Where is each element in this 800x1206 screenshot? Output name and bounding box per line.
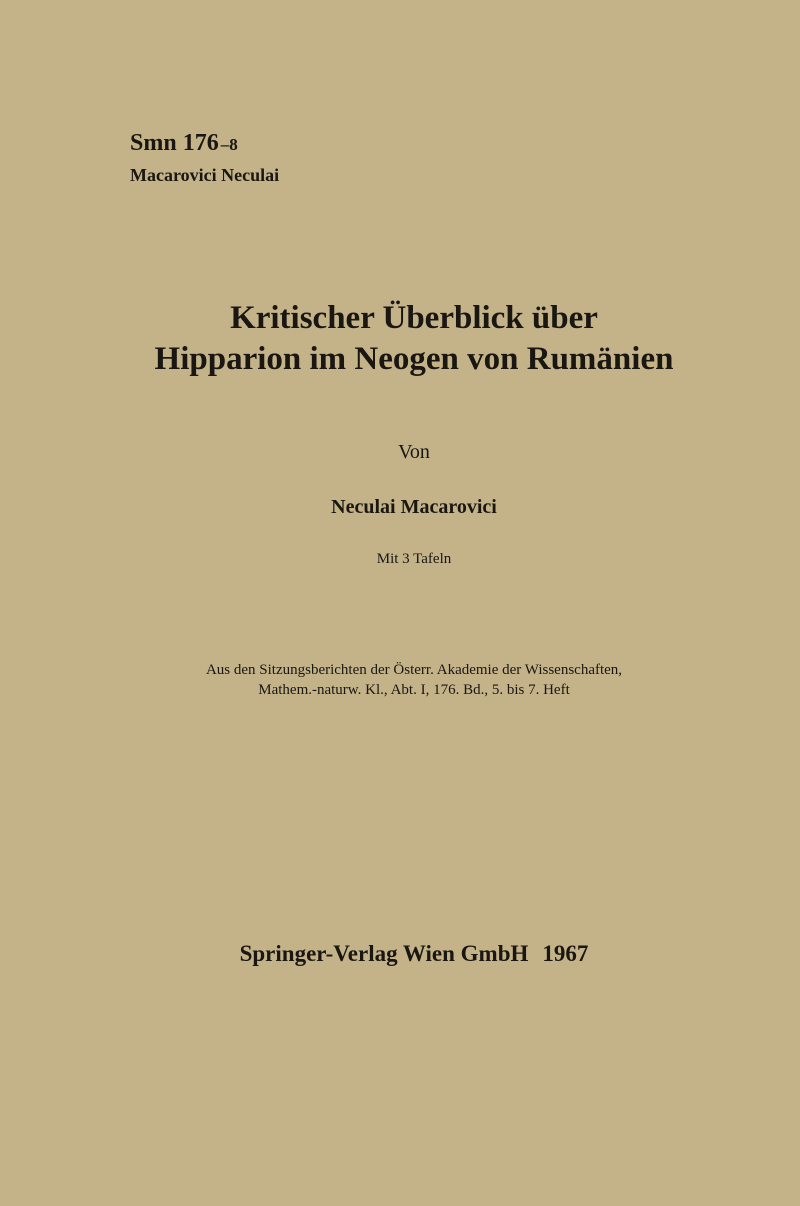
publication-year: 1967 bbox=[542, 941, 589, 966]
page-title bbox=[0, 298, 800, 380]
author-name: Neculai Macarovici bbox=[331, 496, 497, 518]
plates-note: Mit 3 Tafeln bbox=[376, 551, 452, 567]
source-note bbox=[0, 660, 800, 700]
series-block bbox=[130, 131, 279, 184]
series-code: Smn 176 bbox=[130, 130, 219, 156]
series-code-line bbox=[130, 131, 279, 155]
byline-von: Von bbox=[398, 441, 430, 463]
source-line-2: Mathem.-naturw. Kl., Abt. I, 176. Bd., 5. bis 7. Heft bbox=[258, 682, 570, 698]
title-line-1: Kritischer Überblick über bbox=[230, 300, 598, 336]
source-line-1: Aus den Sitzungsberichten der Österr. Akademie der Wissenschaften, bbox=[205, 662, 623, 678]
series-author-index: Macarovici Neculai bbox=[130, 165, 280, 185]
publisher-line bbox=[0, 941, 800, 967]
series-code-suffix: –8 bbox=[220, 135, 238, 154]
title-line-2: Hipparion im Neogen von Rumänien bbox=[154, 341, 674, 377]
publisher-name: Springer-Verlag Wien GmbH bbox=[239, 941, 529, 966]
